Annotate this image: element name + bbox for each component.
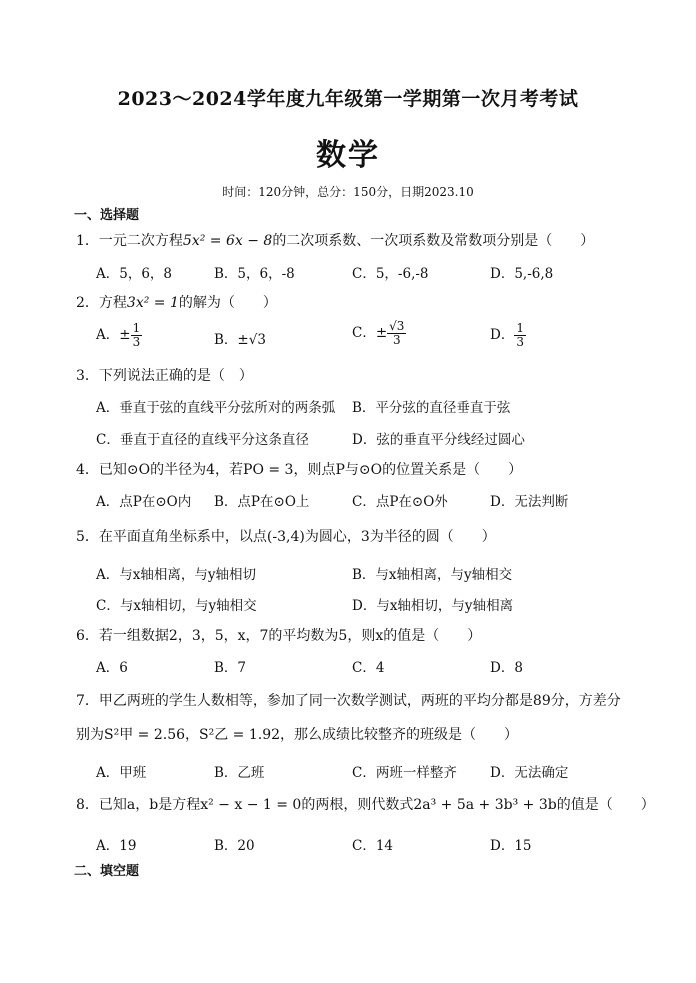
exam-subject: 数学 xyxy=(316,138,380,173)
q8-option-d: D．15 xyxy=(490,838,532,854)
q1-option-c: C．5，-6,-8 xyxy=(352,266,429,282)
q6-option-a: A．6 xyxy=(96,660,128,676)
q5-option-c: C．与x轴相切，与y轴相交 xyxy=(96,598,257,614)
q2-option-a-fraction: $\frac{1}{3}$ xyxy=(132,321,141,349)
q7-option-b: B．乙班 xyxy=(214,765,265,781)
question-1-equation: 5x² = 6x − 8 xyxy=(182,233,273,249)
question-2-stem-a: 2．方程 xyxy=(76,295,127,311)
q2-option-b: B．±√3 xyxy=(214,332,266,348)
question-3: 3．下列说法正确的是（ ） xyxy=(76,368,253,384)
section-choice-heading: 一、选择题 xyxy=(74,208,140,223)
q4-option-c: C．点P在⊙O外 xyxy=(352,494,448,510)
question-2 xyxy=(76,292,277,312)
question-2-equation: 3x² = 1 xyxy=(126,295,179,311)
section-fill-heading: 二、填空题 xyxy=(74,864,140,879)
q8-option-b: B．20 xyxy=(214,838,255,854)
q6-option-d: D．8 xyxy=(490,660,523,676)
q7-option-d: D．无法确定 xyxy=(490,765,569,781)
q1-option-b: B．5，6，-8 xyxy=(214,266,295,282)
q4-option-b: B．点P在⊙O上 xyxy=(214,494,310,510)
q1-option-d: D．5,-6,8 xyxy=(490,266,554,282)
question-4: 4．已知⊙O的半径为4，若PO = 3，则点P与⊙O的位置关系是（ ） xyxy=(76,462,523,478)
q5-option-d: D．与x轴相切，与y轴相离 xyxy=(352,598,514,614)
q3-option-b: B．平分弦的直径垂直于弦 xyxy=(352,400,511,416)
question-2-stem-b: 的解为（ ） xyxy=(178,295,277,311)
question-1-stem-a: 1．一元二次方程 xyxy=(76,233,183,249)
exam-title: 2023～2024学年度九年级第一学期第一次月考考试 xyxy=(117,88,579,110)
question-7-line-2: 别为S²甲 = 2.56，S²乙 = 1.92，那么成绩比较整齐的班级是（ ） xyxy=(76,727,519,743)
q8-option-c: C．14 xyxy=(352,838,394,854)
q3-option-a: A．垂直于弦的直线平分弦所对的两条弧 xyxy=(96,400,336,416)
q2-option-a: A．± $\frac{1}{3}$ xyxy=(96,321,141,349)
question-1 xyxy=(76,230,594,250)
q7-option-c: C．两班一样整齐 xyxy=(352,765,457,781)
question-5: 5．在平面直角坐标系中，以点(-3,4)为圆心，3为半径的圆（ ） xyxy=(76,529,496,545)
q5-option-a: A．与x轴相离，与y轴相切 xyxy=(96,567,256,583)
q4-option-a: A．点P在⊙O内 xyxy=(96,494,192,510)
q2-option-d-fraction: $\frac{1}{3}$ xyxy=(516,321,524,349)
q8-option-a: A．19 xyxy=(96,838,137,854)
q2-option-c-fraction: $\frac{√3}{3}$ xyxy=(389,319,405,347)
q4-option-d: D．无法判断 xyxy=(490,494,569,510)
q5-option-b: B．与x轴相离，与y轴相交 xyxy=(352,567,513,583)
q1-option-a: A．5，6，8 xyxy=(96,266,173,282)
question-1-stem-b: 的二次项系数、一次项系数及常数项分别是（ ） xyxy=(272,233,595,249)
q6-option-b: B．7 xyxy=(214,660,247,676)
q3-option-d: D．弦的垂直平分线经过圆心 xyxy=(352,432,525,448)
q6-option-c: C．4 xyxy=(352,660,385,676)
question-6: 6．若一组数据2，3，5，x，7的平均数为5，则x的值是（ ） xyxy=(76,628,482,644)
q2-option-d: D． $\frac{1}{3}$ xyxy=(490,321,524,349)
question-7-line-1: 7．甲乙两班的学生人数相等，参加了同一次数学测试，两班的平均分都是89分，方差分 xyxy=(76,693,621,709)
question-8: 8．已知a，b是方程x² − x − 1 = 0的两根，则代数式2a³ + 5a + 3b³ + 3b的值是（ ） xyxy=(76,797,655,813)
exam-meta: 时间：120分钟，总分：150分，日期2023.10 xyxy=(222,185,474,199)
q2-option-c: C．± $\frac{√3}{3}$ xyxy=(352,319,405,347)
q7-option-a: A．甲班 xyxy=(96,765,147,781)
q3-option-c: C．垂直于直径的直线平分这条直径 xyxy=(96,432,309,448)
